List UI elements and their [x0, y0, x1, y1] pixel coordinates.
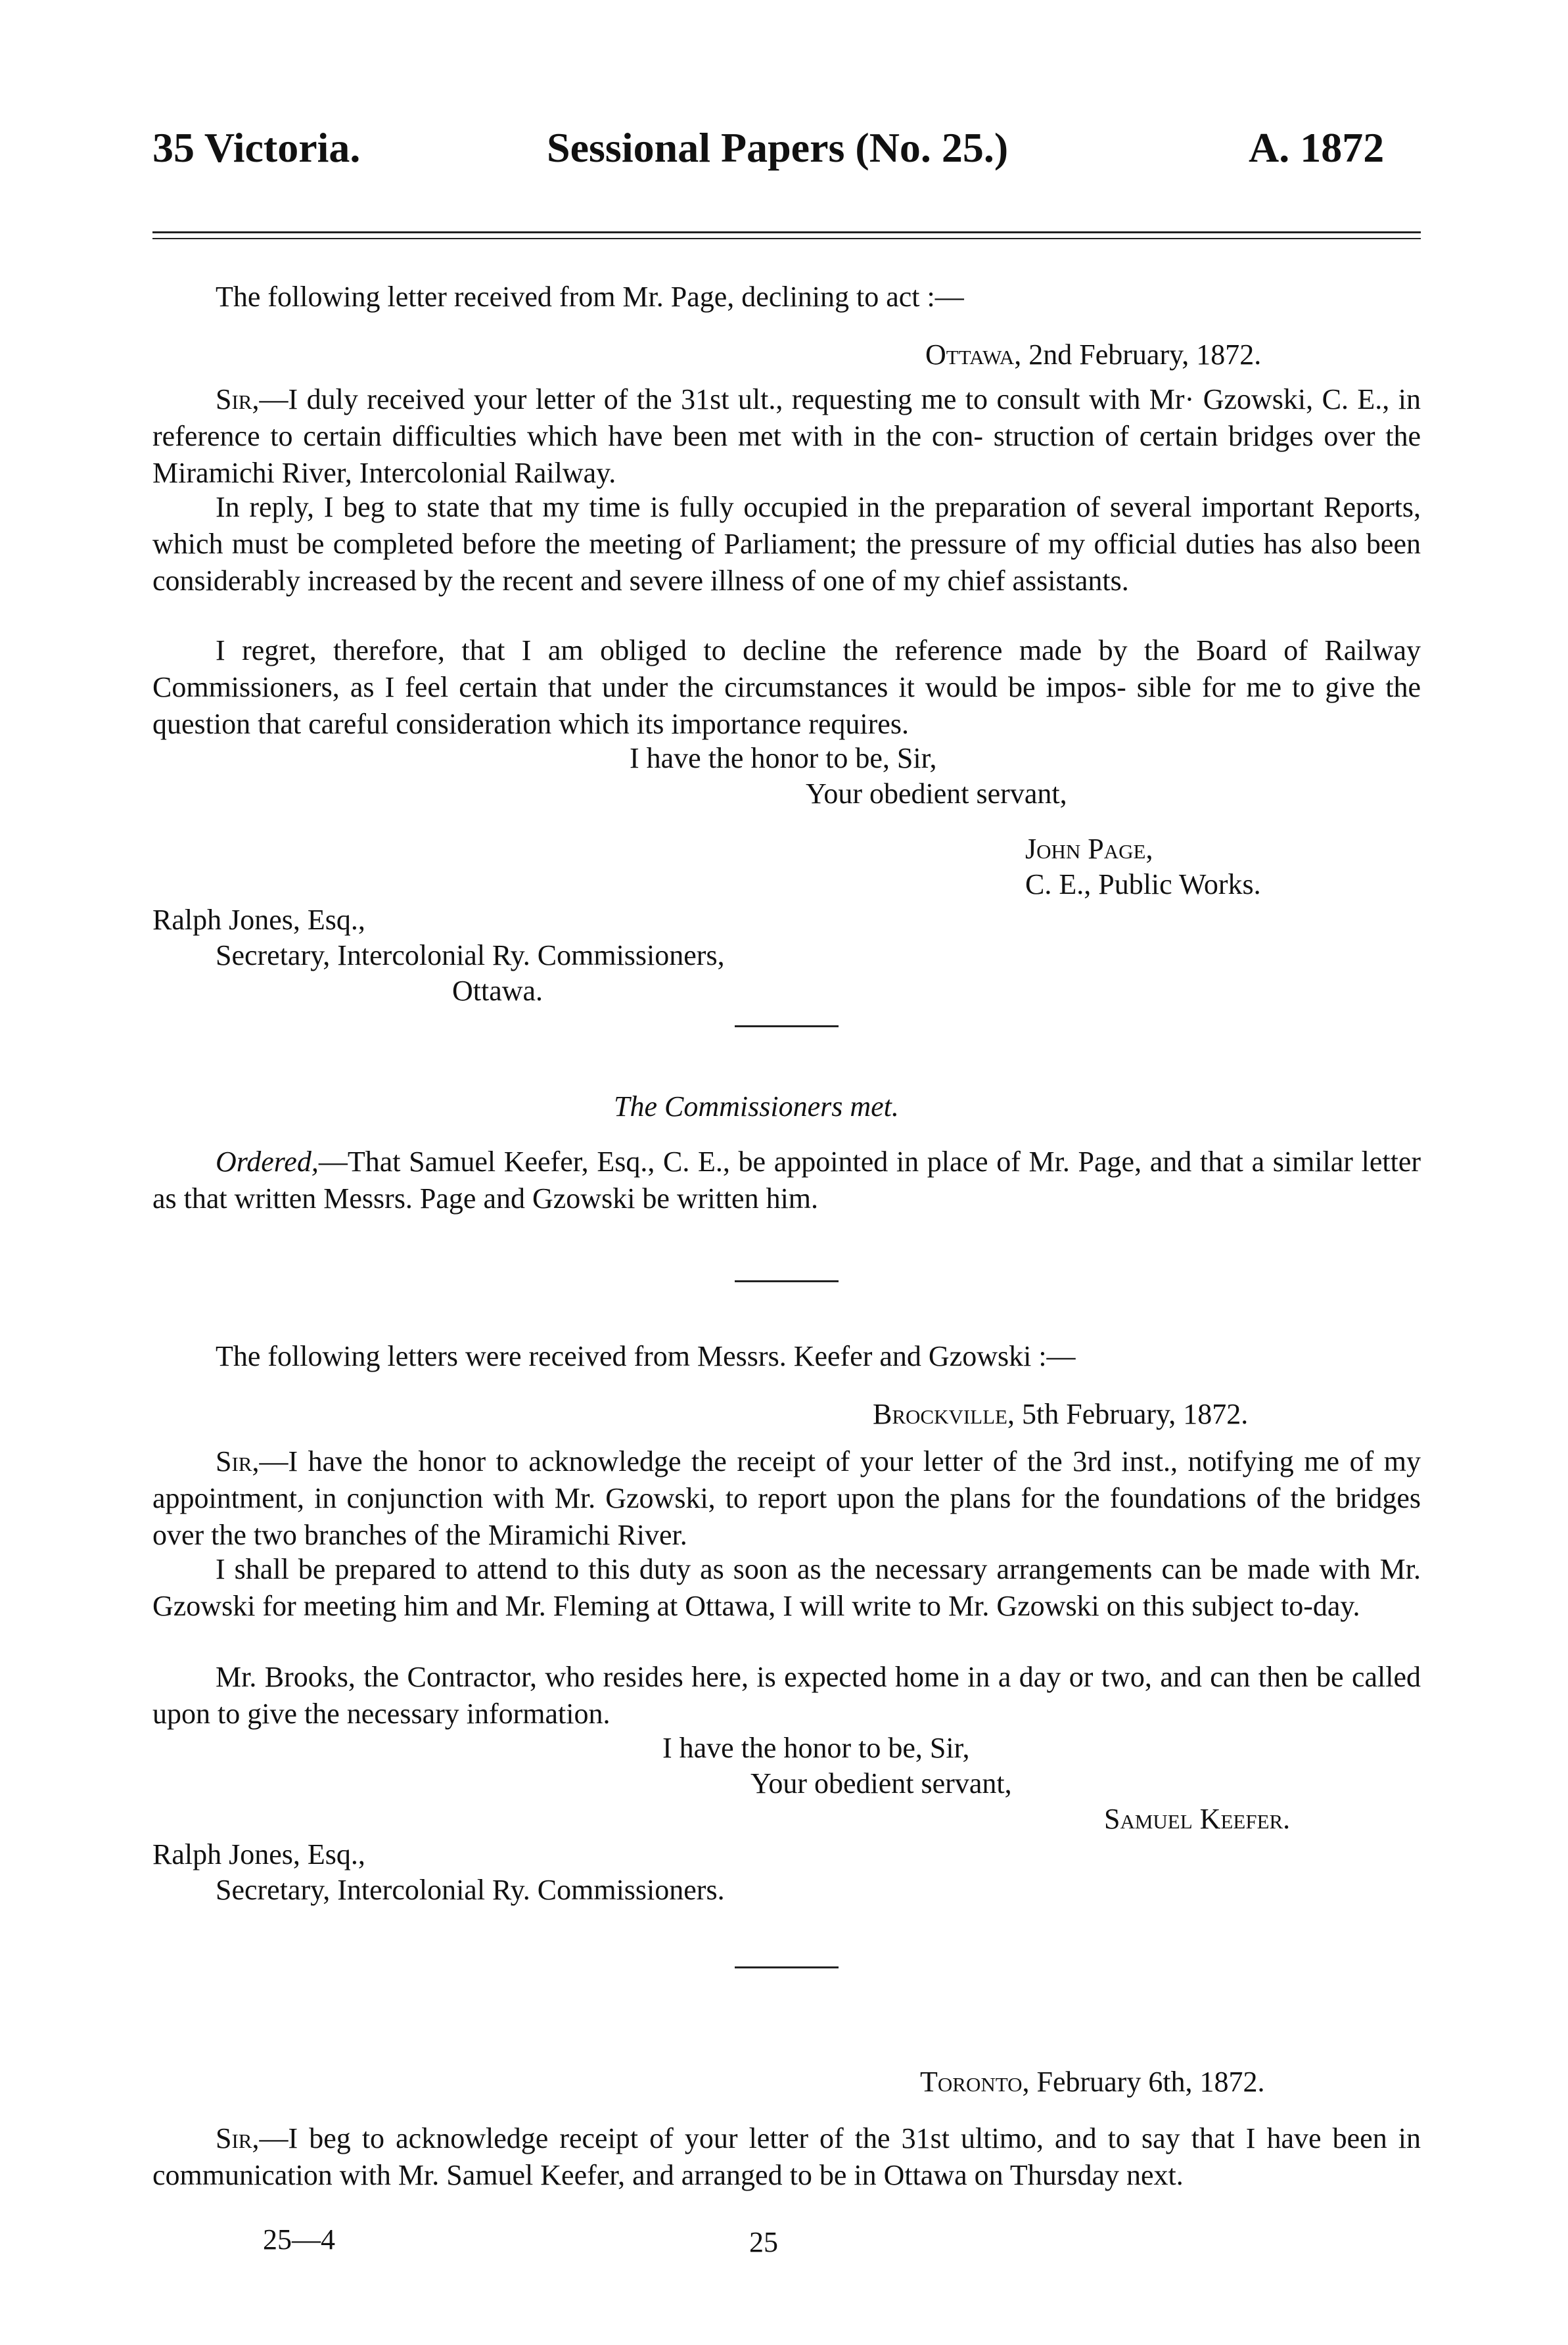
keefer-letter-addressee-title: Secretary, Intercolonial Ry. Commissioners. [216, 1874, 725, 1906]
page-letter-closing-2: Your obedient servant, [806, 778, 1067, 810]
page-letter-paragraph-2: In reply, I beg to state that my time is fully occupied in the preparation of several important Reports, which must be completed before the meeting of Parliament; the pressure of my official duties has also been considerably increased by the recent and severe illness of one of my chief assistants. [152, 491, 1421, 597]
page-letter-p1-text: —I duly received your letter of the 31st ult., requesting me to consult with Mr· Gzowski, C. E., in reference to certain difficulties which have been met with in the con- struction of certain bridges over the Miramichi River, Intercolonial Railway. [152, 383, 1421, 489]
header-rule-top [152, 231, 1421, 233]
minutes-heading: The Commissioners met. [614, 1090, 899, 1123]
gzowski-letter-paragraph-1 [152, 2120, 1421, 2194]
gzowski-letter-p1-text: —I beg to acknowledge receipt of your letter of the 31st ultimo, and to say that I have been in communication with Mr. Samuel Keefer, and arranged to be in Ottawa on Thursday next. [152, 2122, 1421, 2191]
header-rule-bottom [152, 238, 1421, 239]
section-divider-3 [735, 1966, 839, 1968]
section-divider-1 [735, 1025, 839, 1027]
page-letter-addressee-place: Ottawa. [452, 975, 543, 1007]
keefer-letter-closing-2: Your obedient servant, [750, 1767, 1012, 1799]
footer-page-number: 25 [749, 2226, 778, 2258]
page-letter-addressee-title: Secretary, Intercolonial Ry. Commissioners, [216, 939, 725, 971]
page-letter-paragraph-1 [152, 381, 1421, 492]
keefer-letter-dateline [873, 1396, 1248, 1433]
minutes-ordered-paragraph [152, 1144, 1421, 1217]
minutes-ordered-text: —That Samuel Keefer, Esq., C. E., be appointed in place of Mr. Page, and that a similar letter as that written Messrs. Page and Gzowski be written him. [152, 1146, 1421, 1215]
keefer-letter-date: 5th February, 1872. [1022, 1398, 1249, 1430]
keefer-letter-paragraph-2: I shall be prepared to attend to this duty as soon as the necessary arrangements can be made with Mr. Gzowski for meeting him and Mr. Fleming at Ottawa, I will write to Mr. Gzowski on this subject to-day. [152, 1553, 1421, 1622]
page-letter-closing-1: I have the honor to be, Sir, [630, 742, 937, 774]
page-letter-salutation: Sir, [216, 383, 260, 415]
page-letter-signer-title: C. E., Public Works. [1025, 868, 1261, 900]
footer-signature-mark: 25—4 [263, 2223, 335, 2256]
keefer-letter-addressee-name: Ralph Jones, Esq., [152, 1838, 365, 1870]
keefer-letter-intro: The following letters were received from Messrs. Keefer and Gzowski :— [216, 1340, 1076, 1372]
keefer-letter-paragraph-3: Mr. Brooks, the Contractor, who resides here, is expected home in a day or two, and can then be called upon to give the necessary information. [152, 1661, 1421, 1730]
page-letter-signature: John Page, [1025, 833, 1153, 865]
keefer-letter-salutation: Sir, [216, 1445, 260, 1477]
keefer-letter-p1-text: —I have the honor to acknowledge the receipt of your letter of the 3rd inst., notifying me of my appointment, in conjunction with Mr. Gzowski, to report upon the plans for the foundations of the bridges over the two branches of the Miramichi River. [152, 1445, 1421, 1551]
header-left: 35 Victoria. [152, 124, 361, 171]
header-right: A. 1872 [1249, 124, 1385, 171]
page-letter-intro: The following letter received from Mr. Page, declining to act :— [216, 281, 964, 313]
gzowski-letter-dateline [920, 2064, 1265, 2101]
page-letter-paragraph-3: I regret, therefore, that I am obliged to decline the reference made by the Board of Railway Commissioners, as I feel certain that under the circumstances it would be impos- sible for me to give the question that careful consideration which its importance requires. [152, 634, 1421, 740]
page-letter-date: 2nd February, 1872. [1028, 338, 1262, 371]
keefer-letter-paragraph-1 [152, 1443, 1421, 1554]
section-divider-2 [735, 1280, 839, 1282]
gzowski-letter-place: Toronto, [920, 2066, 1030, 2098]
keefer-letter-place: Brockville, [873, 1398, 1015, 1430]
gzowski-letter-date: February 6th, 1872. [1036, 2066, 1265, 2098]
gzowski-letter-salutation: Sir, [216, 2122, 260, 2154]
page-letter-dateline [925, 337, 1261, 373]
page-letter-addressee-name: Ralph Jones, Esq., [152, 904, 365, 936]
minutes-ordered-label: Ordered, [216, 1146, 319, 1178]
page-letter-place: Ottawa, [925, 338, 1022, 371]
header-center: Sessional Papers (No. 25.) [547, 124, 1009, 171]
keefer-letter-signature: Samuel Keefer. [1104, 1803, 1291, 1835]
keefer-letter-closing-1: I have the honor to be, Sir, [662, 1732, 970, 1764]
